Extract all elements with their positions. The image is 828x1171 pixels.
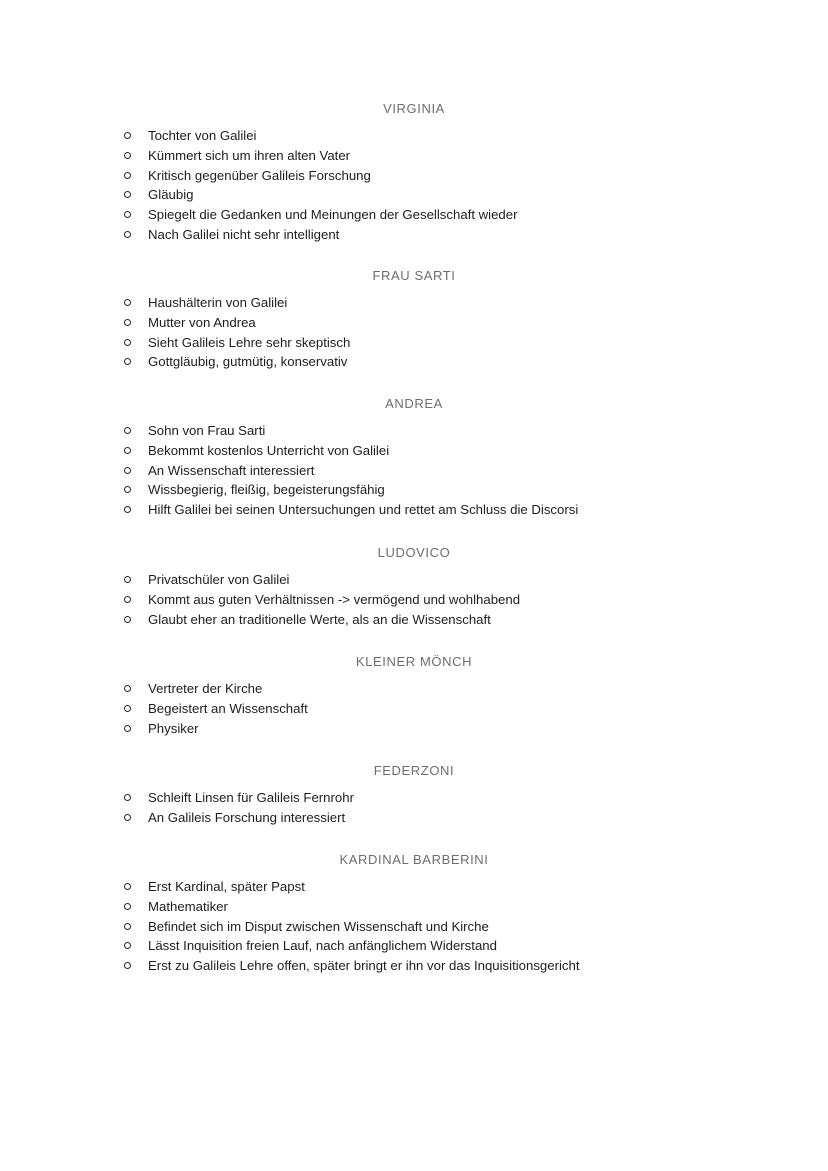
list-item xyxy=(0,590,828,610)
list-item xyxy=(0,679,828,699)
list-item-text: Gläubig xyxy=(148,187,194,203)
section-federzoni xyxy=(0,762,828,828)
list-item xyxy=(0,166,828,186)
list-item xyxy=(0,570,828,590)
section-heading: KARDINAL BARBERINI xyxy=(339,852,489,867)
list-item-text: Schleift Linsen für Galileis Fernrohr xyxy=(148,790,354,805)
circle-bullet-icon xyxy=(124,923,131,930)
bullet-list xyxy=(0,877,828,976)
list-item-text: Sohn von Frau Sarti xyxy=(148,423,266,438)
list-item xyxy=(0,185,828,205)
circle-bullet-icon xyxy=(124,794,131,801)
list-item-text: Erst zu Galileis Lehre offen, später bringt er ihn vor das Inquisitionsgericht xyxy=(148,958,580,974)
bullet-list xyxy=(0,421,828,520)
list-item xyxy=(0,146,828,166)
list-item-text: Privatschüler von Galilei xyxy=(148,572,290,587)
section-kardinal-barberini xyxy=(0,851,828,976)
list-item-text: Tochter von Galilei xyxy=(148,128,257,143)
list-item-text: Erst Kardinal, später Papst xyxy=(148,879,305,894)
list-item-text: Lässt Inquisition freien Lauf, nach anfänglichem Widerstand xyxy=(148,938,497,954)
circle-bullet-icon xyxy=(124,506,131,513)
list-item xyxy=(0,313,828,333)
list-item-text: Kritisch gegenüber Galileis Forschung xyxy=(148,167,371,183)
circle-bullet-icon xyxy=(124,132,131,139)
section-ludovico xyxy=(0,544,828,629)
list-item xyxy=(0,205,828,225)
circle-bullet-icon xyxy=(124,299,131,306)
list-item-text: Mutter von Andrea xyxy=(148,314,256,330)
circle-bullet-icon xyxy=(124,903,131,910)
list-item-text: Kümmert sich um ihren alten Vater xyxy=(148,147,351,163)
circle-bullet-icon xyxy=(124,231,131,238)
list-item-text: Vertreter der Kirche xyxy=(148,681,263,696)
list-item xyxy=(0,877,828,897)
circle-bullet-icon xyxy=(124,319,131,326)
circle-bullet-icon xyxy=(124,576,131,583)
list-item-text: Hilft Galilei bei seinen Untersuchungen und rettet am Schluss die Discorsi xyxy=(148,502,579,518)
list-item xyxy=(0,500,828,520)
list-item xyxy=(0,808,828,828)
list-item-text: Nach Galilei nicht sehr intelligent xyxy=(148,226,340,242)
list-item xyxy=(0,936,828,956)
list-item xyxy=(0,480,828,500)
list-item xyxy=(0,917,828,937)
section-frau-sarti xyxy=(0,267,828,372)
list-item xyxy=(0,719,828,739)
circle-bullet-icon xyxy=(124,427,131,434)
list-item xyxy=(0,699,828,719)
list-item xyxy=(0,610,828,630)
circle-bullet-icon xyxy=(124,814,131,821)
bullet-list xyxy=(0,293,828,372)
circle-bullet-icon xyxy=(124,962,131,969)
circle-bullet-icon xyxy=(124,191,131,198)
section-kleiner-moench xyxy=(0,653,828,738)
section-heading: LUDOVICO xyxy=(377,545,451,560)
circle-bullet-icon xyxy=(124,447,131,454)
circle-bullet-icon xyxy=(124,486,131,493)
circle-bullet-icon xyxy=(124,685,131,692)
list-item-text: An Wissenschaft interessiert xyxy=(148,462,315,478)
list-item-text: Kommt aus guten Verhältnissen -> vermögend und wohlhabend xyxy=(148,591,521,607)
list-item xyxy=(0,788,828,808)
list-item-text: Sieht Galileis Lehre sehr skeptisch xyxy=(148,334,351,350)
list-item-text: Glaubt eher an traditionelle Werte, als an die Wissenschaft xyxy=(148,611,491,627)
circle-bullet-icon xyxy=(124,211,131,218)
list-item-text: Befindet sich im Disput zwischen Wissenschaft und Kirche xyxy=(148,918,489,934)
circle-bullet-icon xyxy=(124,358,131,365)
circle-bullet-icon xyxy=(124,883,131,890)
circle-bullet-icon xyxy=(124,339,131,346)
circle-bullet-icon xyxy=(124,596,131,603)
list-item xyxy=(0,126,828,146)
circle-bullet-icon xyxy=(124,942,131,949)
list-item xyxy=(0,421,828,441)
list-item xyxy=(0,441,828,461)
bullet-list xyxy=(0,126,828,245)
circle-bullet-icon xyxy=(124,172,131,179)
circle-bullet-icon xyxy=(124,152,131,159)
list-item-text: Haushälterin von Galilei xyxy=(148,295,288,310)
list-item-text: Physiker xyxy=(148,720,199,736)
section-heading: FRAU SARTI xyxy=(372,268,456,283)
section-heading: KLEINER MÖNCH xyxy=(355,654,473,669)
circle-bullet-icon xyxy=(124,616,131,623)
bullet-list xyxy=(0,679,828,738)
section-heading: VIRGINIA xyxy=(383,101,445,116)
section-heading: FEDERZONI xyxy=(373,763,455,778)
list-item xyxy=(0,333,828,353)
section-heading: ANDREA xyxy=(385,396,443,411)
list-item-text: Mathematiker xyxy=(148,898,228,914)
list-item xyxy=(0,897,828,917)
list-item xyxy=(0,352,828,372)
list-item-text: An Galileis Forschung interessiert xyxy=(148,809,346,825)
list-item-text: Spiegelt die Gedanken und Meinungen der Gesellschaft wieder xyxy=(148,207,518,223)
list-item xyxy=(0,293,828,313)
list-item-text: Begeistert an Wissenschaft xyxy=(148,700,308,716)
list-item-text: Bekommt kostenlos Unterricht von Galilei xyxy=(148,442,390,458)
list-item xyxy=(0,956,828,976)
circle-bullet-icon xyxy=(124,467,131,474)
circle-bullet-icon xyxy=(124,725,131,732)
section-andrea xyxy=(0,395,828,520)
circle-bullet-icon xyxy=(124,705,131,712)
list-item-text: Wissbegierig, fleißig, begeisterungsfähig xyxy=(148,482,385,498)
list-item-text: Gottgläubig, gutmütig, konservativ xyxy=(148,354,348,370)
list-item xyxy=(0,225,828,245)
bullet-list xyxy=(0,788,828,828)
bullet-list xyxy=(0,570,828,629)
list-item xyxy=(0,461,828,481)
section-virginia xyxy=(0,100,828,245)
